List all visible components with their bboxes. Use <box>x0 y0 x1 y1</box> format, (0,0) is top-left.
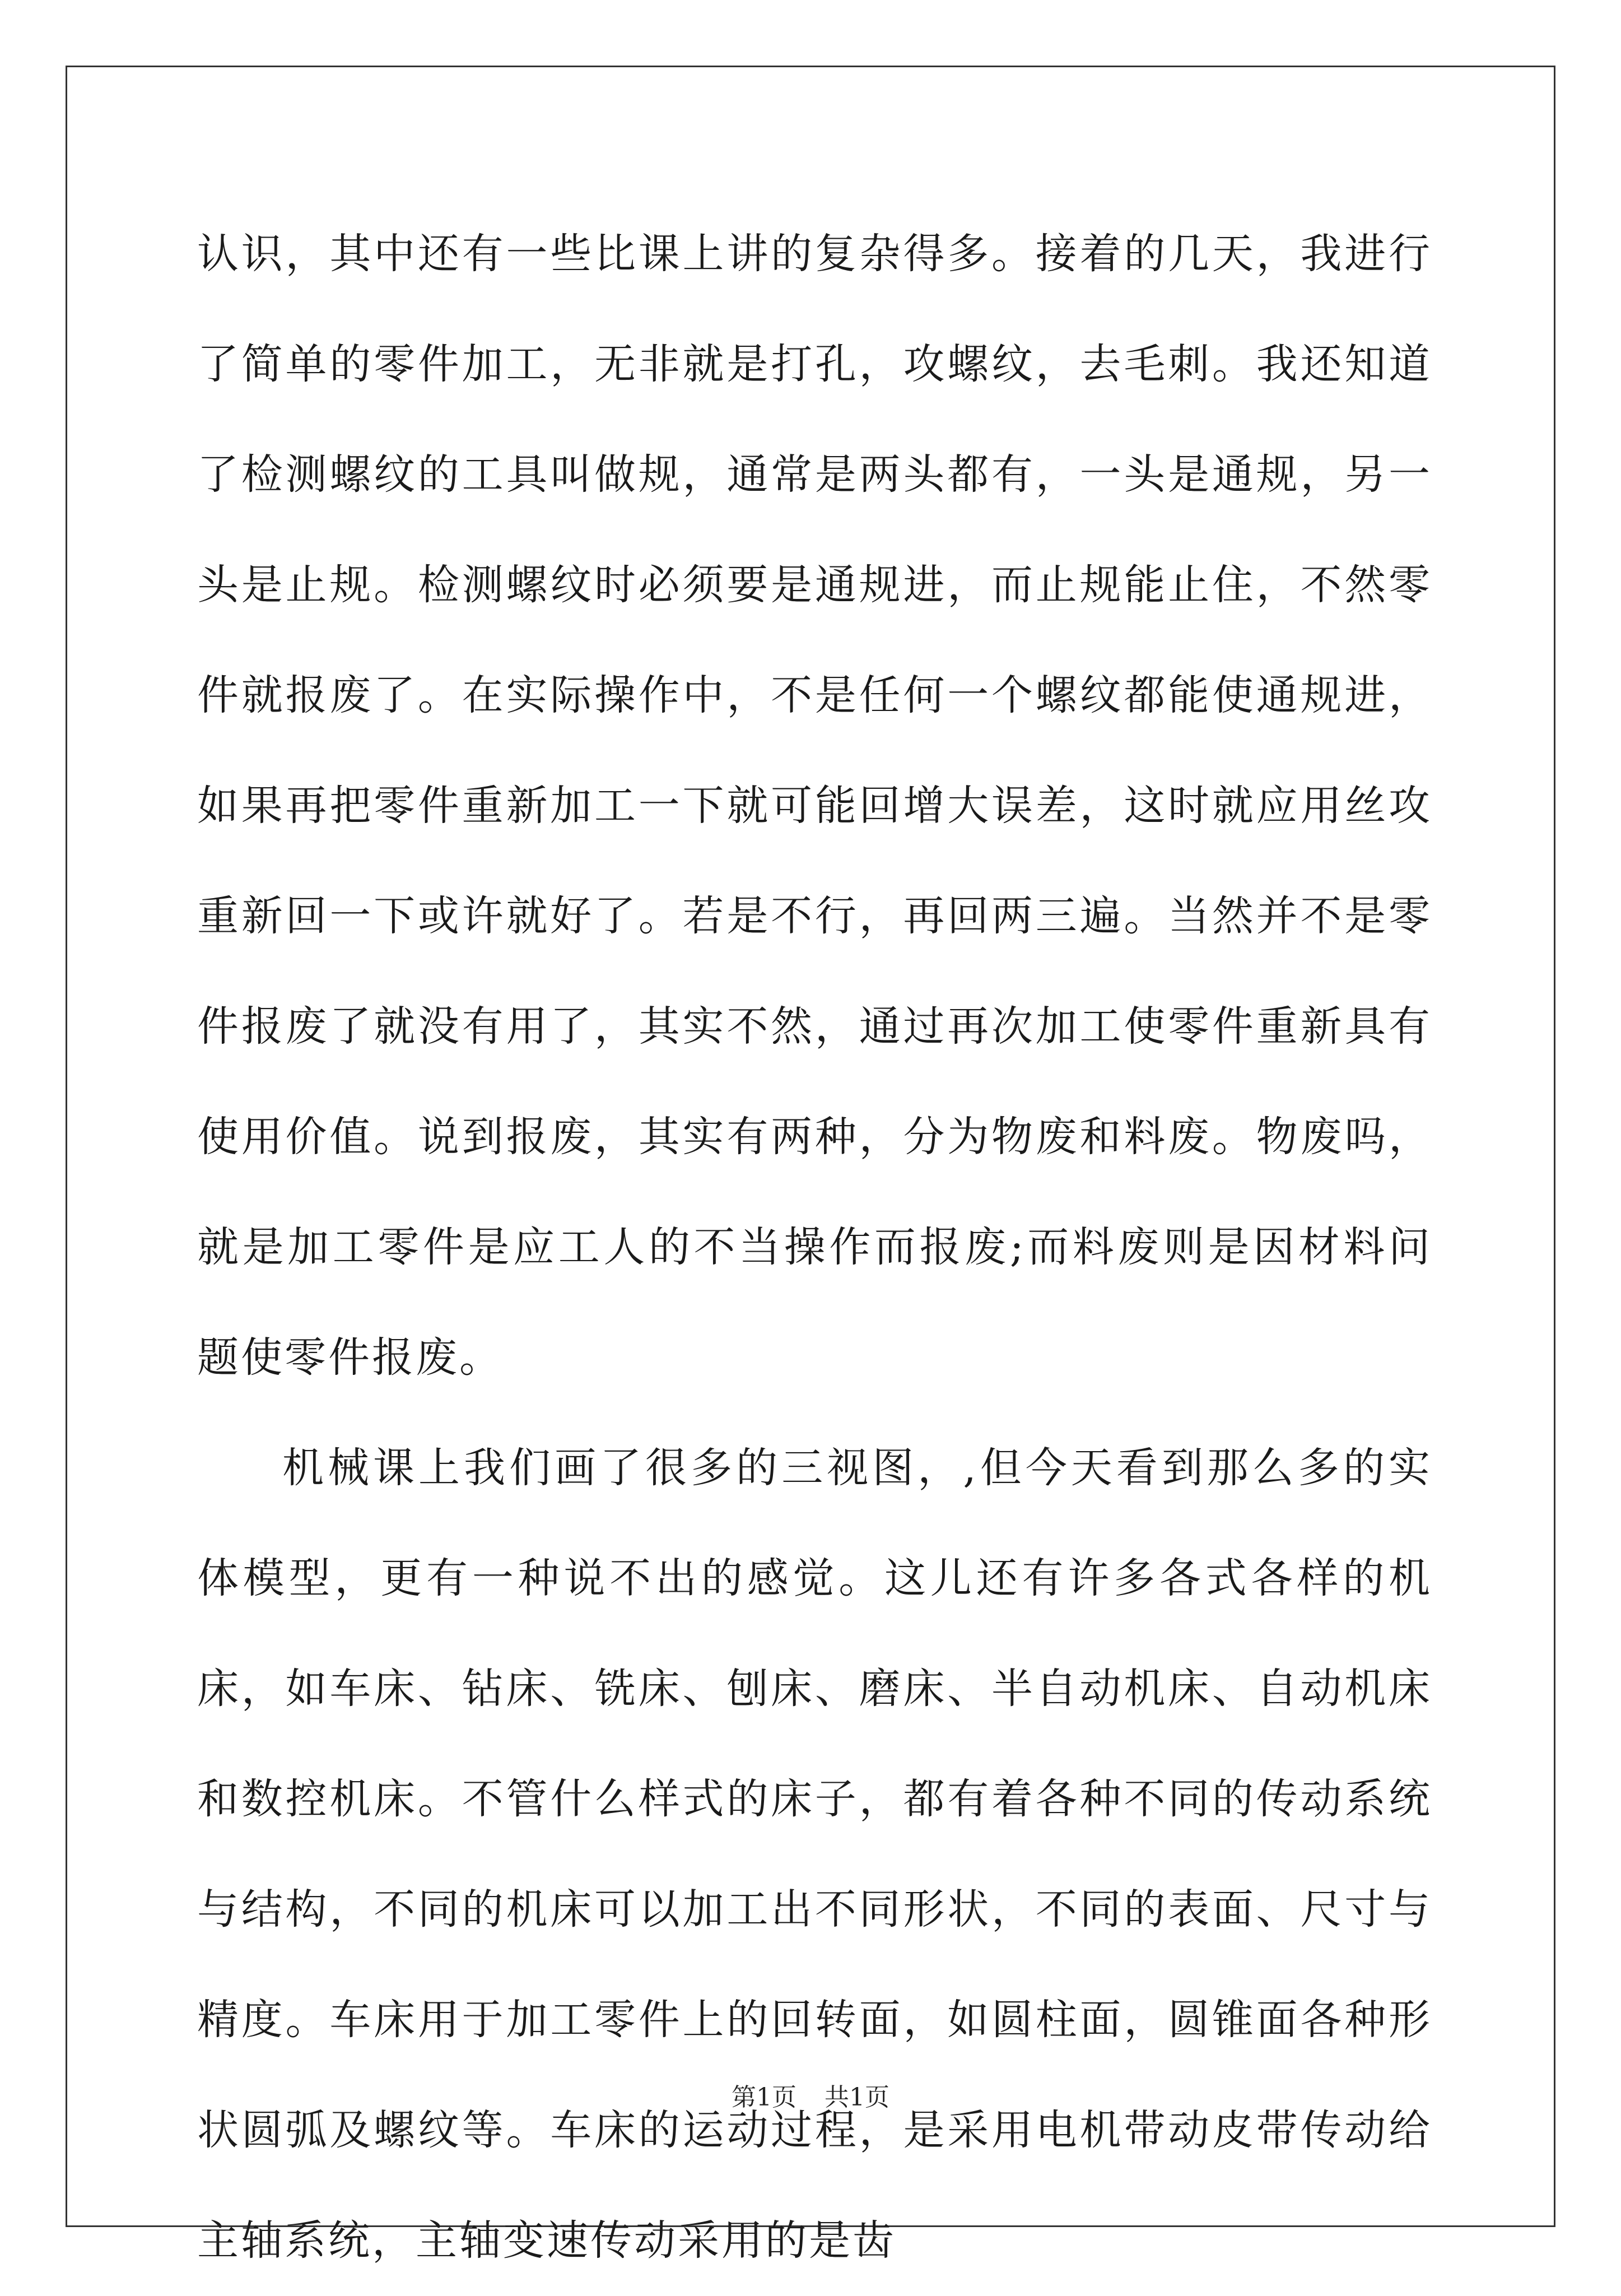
paragraph-2: 机械课上我们画了很多的三视图，,但今天看到那么多的实体模型，更有一种说不出的感觉。这儿还有许多各式各样的机床，如车床、钻床、铣床、刨床、磨床、半自动机床、自动机床和数控机床。不管什么样式的床子，都有着各种不同的传动系统与结构，不同的机床可以加工出不同形状，不同的表面、尺寸与精度。车床用于加工零件上的回转面，如圆柱面，圆锥面各种形状圆弧及螺纹等。车床的运动过程，是采用电机带动皮带传动给主轴系统，主轴变速传动采用的是齿 <box>197 1444 1432 2265</box>
page-number-total: 共1页 <box>825 2083 889 2112</box>
page-footer <box>0 2081 1621 2114</box>
paragraph-1: 认识，其中还有一些比课上讲的复杂得多。接着的几天，我进行了简单的零件加工，无非就是打孔，攻螺纹，去毛刺。我还知道了检测螺纹的工具叫做规，通常是两头都有，一头是通规，另一头是止规。检测螺纹时必须要是通规进，而止规能止住，不然零件就报废了。在实际操作中，不是任何一个螺纹都能使通规进，如果再把零件重新加工一下就可能回增大误差，这时就应用丝攻重新回一下或许就好了。若是不行，再回两三遍。当然并不是零件报废了就没有用了，其实不然，通过再次加工使零件重新具有使用价值。说到报废，其实有两种，分为物废和料废。物废吗，就是加工零件是应工人的不当操作而报废;而料废则是因材料问题使零件报废。 <box>197 230 1432 1382</box>
page-number-current: 第1页 <box>732 2083 796 2112</box>
document-body <box>197 199 1432 2296</box>
